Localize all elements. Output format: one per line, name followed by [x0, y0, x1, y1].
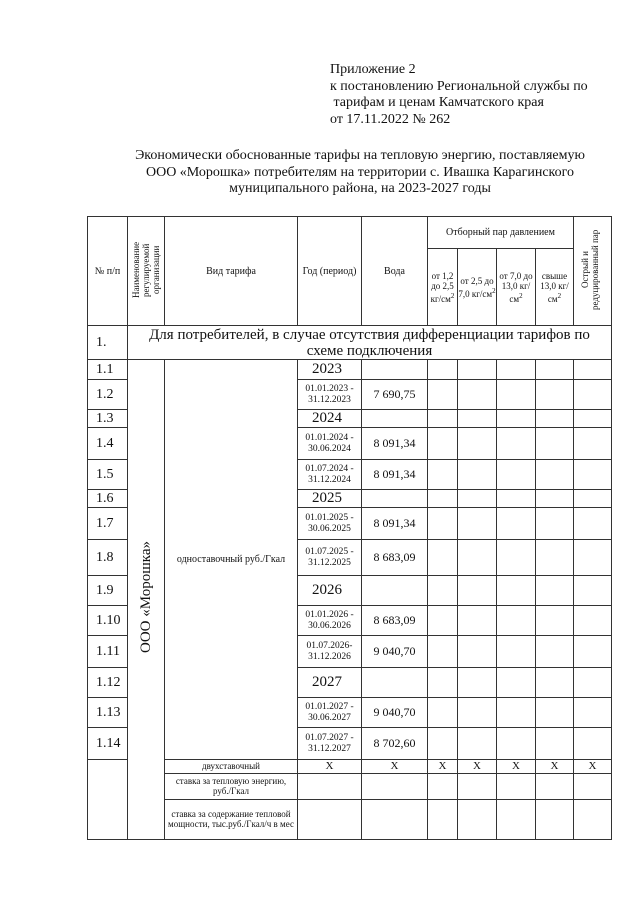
year-cell: 2024 [298, 410, 362, 428]
header-p3-text: от 7,0 до 13,0 кг/см [499, 270, 533, 304]
year-cell: 2023 [298, 360, 362, 380]
period-cell: 01.01.2023 - 31.12.2023 [298, 380, 362, 410]
x-mark: X [362, 760, 428, 774]
header-sharp [574, 217, 612, 326]
x-mark: X [428, 760, 458, 774]
value-cell: 8 091,34 [362, 508, 428, 540]
period-cell: 01.01.2026 - 30.06.2026 [298, 606, 362, 636]
header-num: № п/п [88, 217, 128, 326]
row-num: 1.11 [88, 636, 128, 668]
header-sharp-text: Острый и редуцированный пар [579, 229, 600, 311]
two-rate-label: двухставочный [165, 760, 298, 774]
row-num: 1.7 [88, 508, 128, 540]
section-title: Для потребителей, в случае отсутствия дифференциации тарифов по схеме подключения [128, 326, 612, 360]
row-num: 1.8 [88, 540, 128, 576]
row-num-empty [88, 760, 128, 840]
value-cell: 9 040,70 [362, 698, 428, 728]
header-p2 [458, 249, 497, 326]
header-p4-text: свыше 13,0 кг/см [540, 270, 569, 304]
document-title [80, 148, 640, 198]
header-year: Год (период) [298, 217, 362, 326]
appendix-block [330, 62, 588, 128]
appendix-line: к постановлению Региональной службы по [330, 78, 588, 94]
period-cell: 01.01.2025 - 30.06.2025 [298, 508, 362, 540]
header-steam-group: Отборный пар давлением [428, 217, 574, 249]
header-org [128, 217, 165, 326]
period-cell: 01.07.2024 - 31.12.2024 [298, 460, 362, 490]
header-p2-sup: 2 [492, 286, 496, 295]
appendix-line: тарифам и ценам Камчатского края [330, 95, 544, 110]
header-p3 [497, 249, 536, 326]
period-cell: 01.01.2027 - 30.06.2027 [298, 698, 362, 728]
x-mark: X [574, 760, 612, 774]
x-mark: X [497, 760, 536, 774]
header-p1-text: от 1,2 до 2,5 кг/см [430, 270, 454, 304]
period-cell: 01.07.2027 - 31.12.2027 [298, 728, 362, 760]
period-cell: 01.01.2024 - 30.06.2024 [298, 428, 362, 460]
row-num: 1.12 [88, 668, 128, 698]
year-cell: 2026 [298, 576, 362, 606]
row-num: 1.4 [88, 428, 128, 460]
header-p2-text: от 2,5 до 7,0 кг/см [458, 275, 494, 299]
row-num: 1.6 [88, 490, 128, 508]
x-mark: X [298, 760, 362, 774]
x-mark: X [458, 760, 497, 774]
value-cell: 9 040,70 [362, 636, 428, 668]
row-num: 1.1 [88, 360, 128, 380]
value-cell: 7 690,75 [362, 380, 428, 410]
row-num: 1.13 [88, 698, 128, 728]
appendix-line: Приложение 2 [330, 62, 416, 77]
title-line: Экономически обоснованные тарифы на тепловую энергию, поставляемую [135, 148, 585, 163]
row-num: 1.9 [88, 576, 128, 606]
value-cell: 8 091,34 [362, 428, 428, 460]
header-p4 [536, 249, 574, 326]
single-rate-cell: одноставочный руб./Гкал [165, 360, 298, 760]
period-cell: 01.07.2025 - 31.12.2025 [298, 540, 362, 576]
title-line: ООО «Морошка» потребителям на территории с. Ивашка Карагинского [145, 164, 575, 180]
row-num: 1.3 [88, 410, 128, 428]
header-water: Вода [362, 217, 428, 326]
row-num: 1.5 [88, 460, 128, 490]
value-cell: 8 702,60 [362, 728, 428, 760]
header-tariff-type: Вид тарифа [165, 217, 298, 326]
period-cell: 01.07.2026- 31.12.2026 [298, 636, 362, 668]
energy-rate-label: ставка за тепловую энергию, руб./Гкал [165, 773, 298, 799]
header-p3-sup: 2 [519, 291, 523, 300]
value-cell: 8 683,09 [362, 540, 428, 576]
row-num: 1.10 [88, 606, 128, 636]
year-cell: 2025 [298, 490, 362, 508]
appendix-line: от 17.11.2022 № 262 [330, 111, 451, 127]
header-p4-sup: 2 [557, 291, 562, 300]
header-org-text: Наименование регулируемой организации [131, 241, 161, 299]
title-line: муниципального района, на 2023-2027 годы [229, 181, 491, 196]
x-mark: X [536, 760, 574, 774]
org-name: ООО «Морошка» [137, 540, 154, 653]
header-p1 [428, 249, 458, 326]
header-p1-sup: 2 [450, 291, 455, 300]
capacity-rate-label: ставка за содержание тепловой мощности, тыс.руб./Гкал/ч в мес [165, 799, 298, 839]
org-cell [128, 360, 165, 840]
value-cell: 8 091,34 [362, 460, 428, 490]
value-cell: 8 683,09 [362, 606, 428, 636]
year-cell: 2027 [298, 668, 362, 698]
row-num: 1.14 [88, 728, 128, 760]
row-num: 1.2 [88, 380, 128, 410]
tariff-table [87, 216, 612, 840]
section-num: 1. [88, 326, 128, 360]
